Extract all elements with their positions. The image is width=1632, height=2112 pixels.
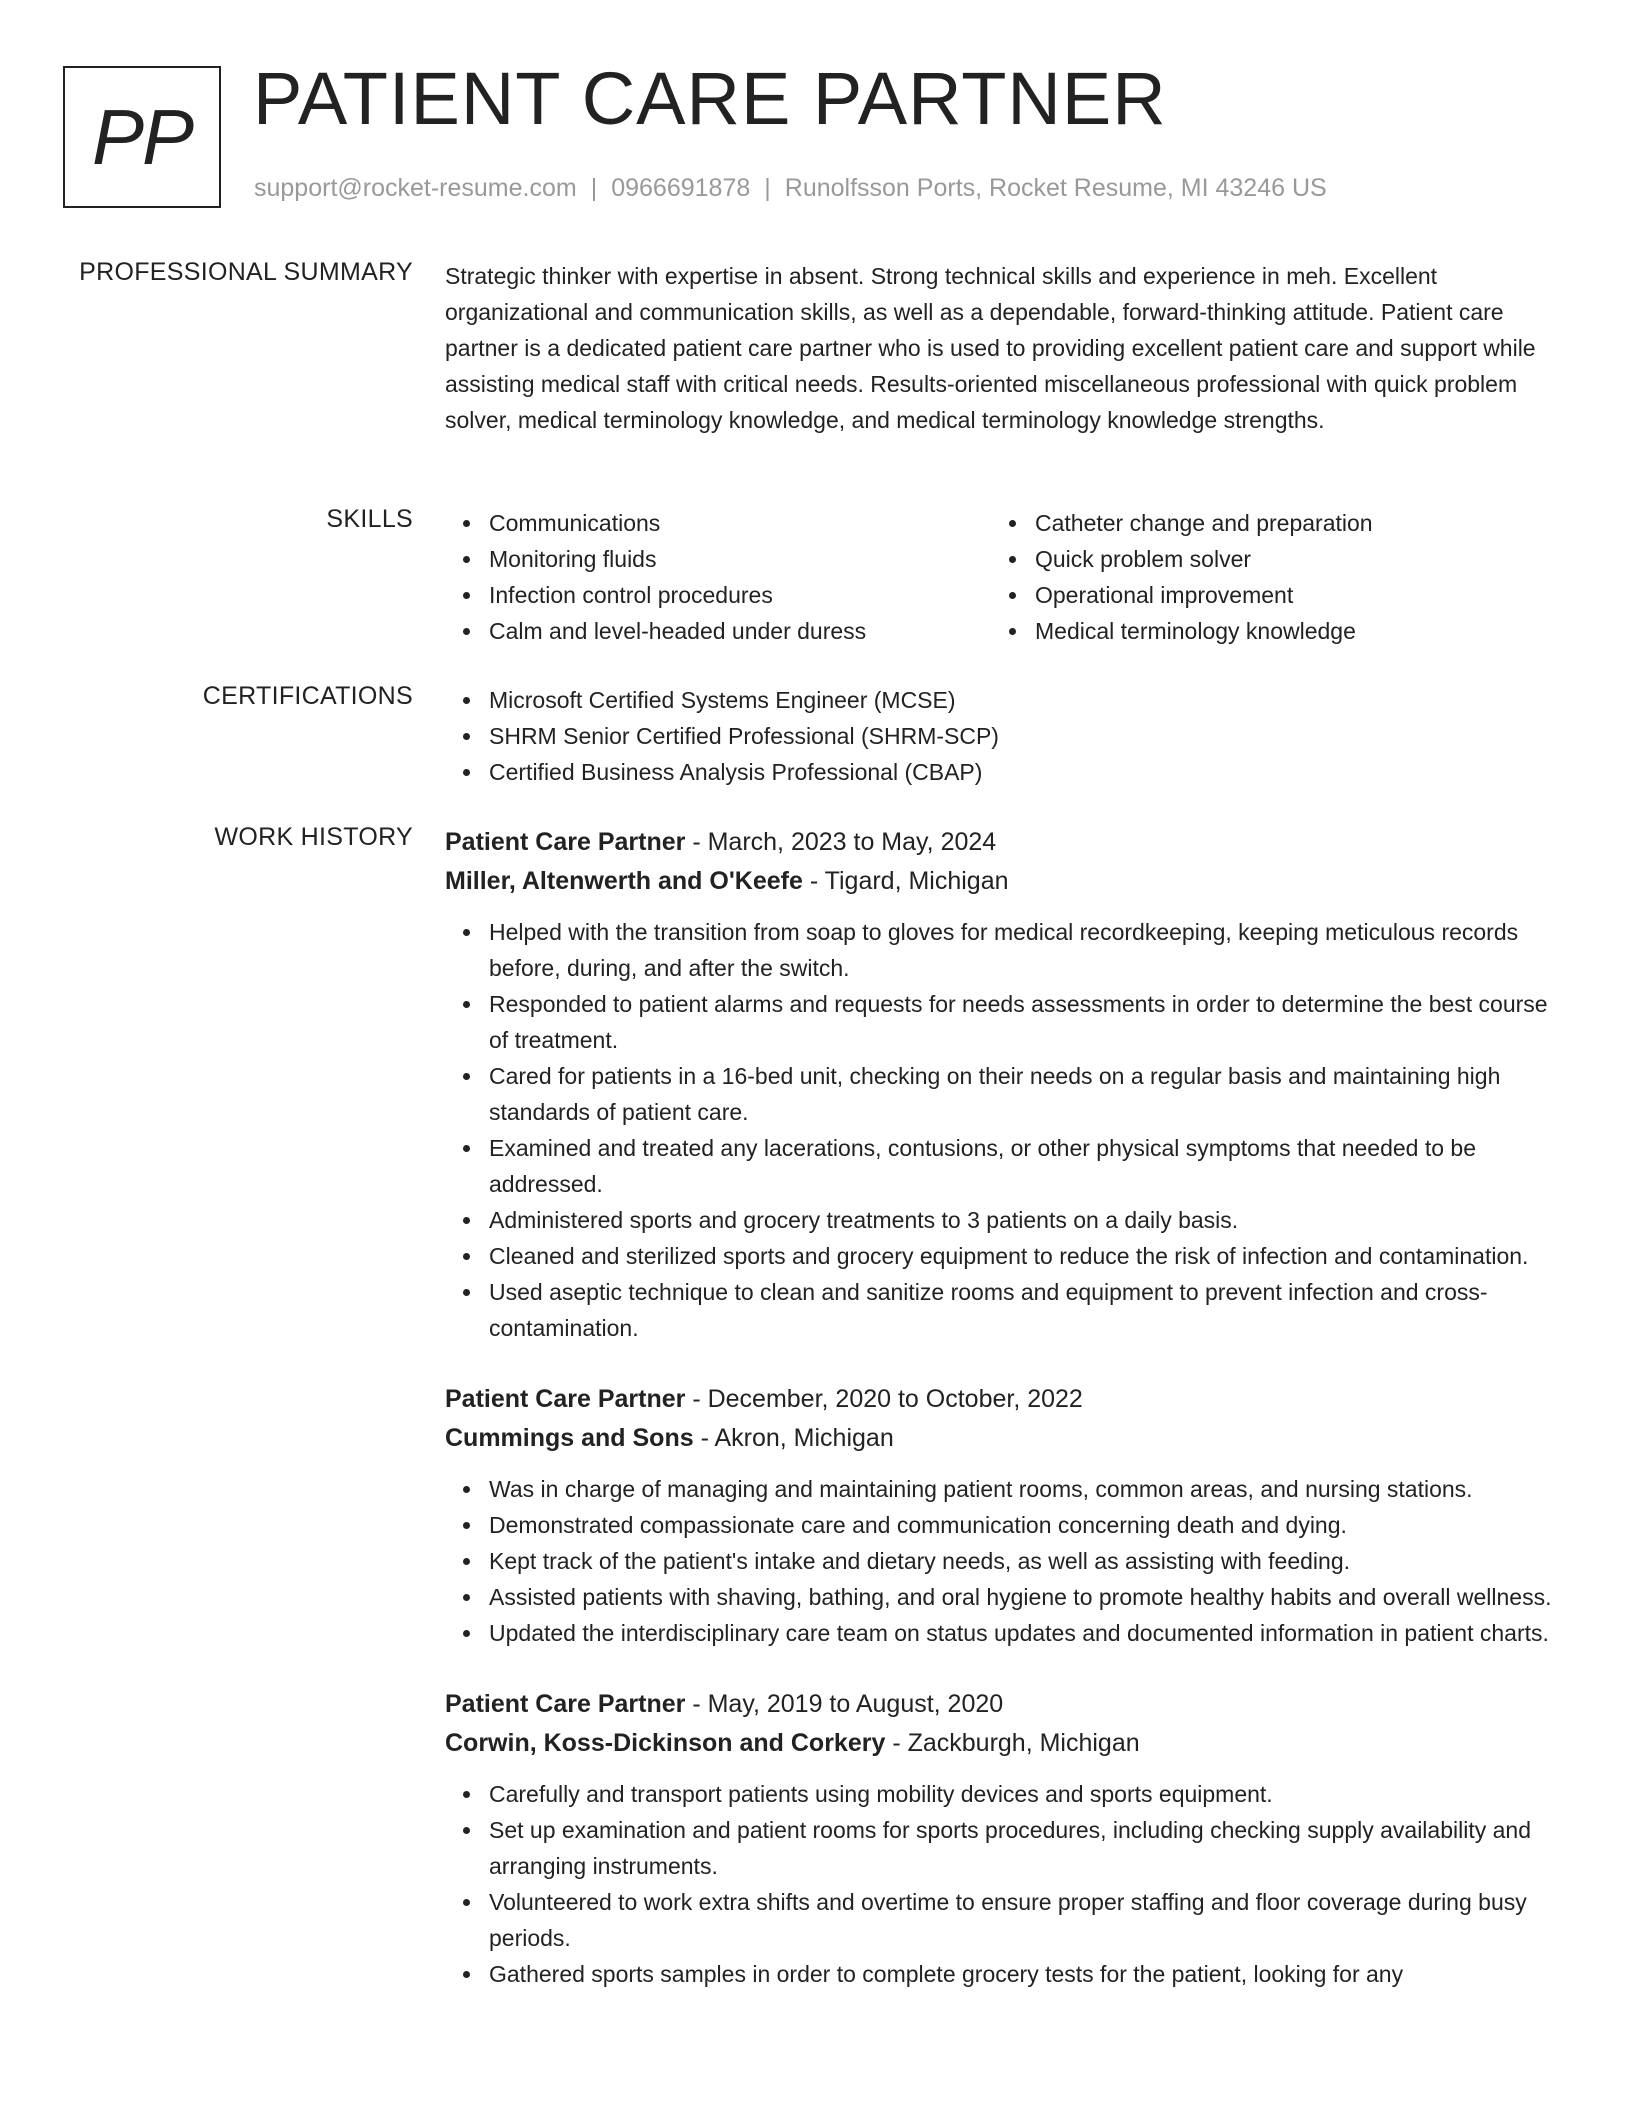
job-title: Patient Care Partner — [445, 1690, 686, 1718]
job-company: Corwin, Koss-Dickinson and Corkery — [445, 1729, 886, 1757]
job-company-line — [445, 1724, 1560, 1763]
job-duties-list — [445, 914, 1560, 1346]
job-duty: Used aseptic technique to clean and sanitize rooms and equipment to prevent infection and cross-contamination. — [489, 1274, 1560, 1346]
contact-line — [254, 174, 1327, 203]
job-duties-list — [445, 1471, 1560, 1651]
job-duty: Was in charge of managing and maintaining patient rooms, common areas, and nursing stations. — [489, 1471, 1560, 1507]
job-duty: Updated the interdisciplinary care team on status updates and documented information in patient charts. — [489, 1615, 1560, 1651]
separator: | — [764, 174, 771, 202]
certification-item: Microsoft Certified Systems Engineer (MCSE) — [489, 682, 1560, 718]
work-history-body — [445, 823, 1560, 2026]
certification-item: SHRM Senior Certified Professional (SHRM-SCP) — [489, 718, 1560, 754]
job-entry — [445, 823, 1560, 1346]
job-entry — [445, 1380, 1560, 1651]
skill-item: Calm and level-headed under duress — [489, 613, 1035, 649]
skill-item: Operational improvement — [1035, 577, 1581, 613]
job-title: Patient Care Partner — [445, 1385, 686, 1413]
job-dates: - March, 2023 to May, 2024 — [685, 828, 997, 856]
job-title-line — [445, 1380, 1560, 1419]
job-duty: Volunteered to work extra shifts and overtime to ensure proper staffing and floor coverage during busy periods. — [489, 1884, 1560, 1956]
job-title-line — [445, 823, 1560, 862]
skill-item: Quick problem solver — [1035, 541, 1581, 577]
job-duty: Helped with the transition from soap to gloves for medical recordkeeping, keeping meticulous records before, during, and after the switch. — [489, 914, 1560, 986]
job-duty: Demonstrated compassionate care and communication concerning death and dying. — [489, 1507, 1560, 1543]
job-duty: Administered sports and grocery treatments to 3 patients on a daily basis. — [489, 1202, 1560, 1238]
job-duties-list — [445, 1776, 1560, 1992]
job-company-line — [445, 862, 1560, 901]
job-company-line — [445, 1419, 1560, 1458]
job-title-line — [445, 1685, 1560, 1724]
job-title: Patient Care Partner — [445, 828, 686, 856]
job-duty: Cared for patients in a 16-bed unit, checking on their needs on a regular basis and maintaining high standards of patient care. — [489, 1058, 1560, 1130]
certifications-list — [445, 682, 1560, 790]
separator: | — [590, 174, 598, 202]
job-dates: - May, 2019 to August, 2020 — [685, 1690, 1004, 1718]
resume-title: PATIENT CARE PARTNER — [253, 57, 1167, 140]
job-duty: Cleaned and sterilized sports and grocery equipment to reduce the risk of infection and contamination. — [489, 1238, 1560, 1274]
job-duty: Kept track of the patient's intake and dietary needs, as well as assisting with feeding. — [489, 1543, 1560, 1579]
job-company: Miller, Altenwerth and O'Keefe — [445, 867, 803, 895]
job-duty: Assisted patients with shaving, bathing, and oral hygiene to promote healthy habits and overall wellness. — [489, 1579, 1560, 1615]
email-link[interactable]: support@rocket-resume.com — [254, 174, 577, 202]
certification-item: Certified Business Analysis Professional (CBAP) — [489, 754, 1560, 790]
summary-text: Strategic thinker with expertise in absent. Strong technical skills and experience in meh. Excellent organizational and communication skills, as well as a dependable, forward-thinking attitude. Patient care partner is a dedicated patient care partner who is used to providing excellent patient care and support while assisting medical staff with critical needs. Results-oriented miscellaneous professional with quick problem solver, medical terminology knowledge, and medical terminology knowledge strengths. — [445, 263, 1536, 433]
monogram-logo: PP — [63, 66, 221, 208]
summary-body — [445, 258, 1560, 438]
section-label-summary: PROFESSIONAL SUMMARY — [79, 258, 413, 286]
job-company: Cummings and Sons — [445, 1424, 694, 1452]
skills-body — [445, 505, 1560, 649]
section-label-certifications: CERTIFICATIONS — [202, 682, 413, 710]
job-duty: Set up examination and patient rooms for sports procedures, including checking supply availability and arranging instruments. — [489, 1812, 1560, 1884]
job-duty: Gathered sports samples in order to complete grocery tests for the patient, looking for any — [489, 1956, 1560, 1992]
skill-item: Catheter change and preparation — [1035, 505, 1581, 541]
job-dates: - December, 2020 to October, 2022 — [685, 1385, 1083, 1413]
job-duty: Carefully and transport patients using mobility devices and sports equipment. — [489, 1776, 1560, 1812]
skill-item: Infection control procedures — [489, 577, 1035, 613]
job-location: - Akron, Michigan — [693, 1424, 894, 1452]
skill-item: Monitoring fluids — [489, 541, 1035, 577]
phone-number: 0966691878 — [611, 174, 751, 202]
skill-item: Communications — [489, 505, 1035, 541]
job-location: - Tigard, Michigan — [802, 867, 1009, 895]
skills-list — [445, 505, 1560, 649]
address: Runolfsson Ports, Rocket Resume, MI 43246 US — [784, 174, 1327, 202]
skill-item: Medical terminology knowledge — [1035, 613, 1581, 649]
job-duty: Responded to patient alarms and requests for needs assessments in order to determine the best course of treatment. — [489, 986, 1560, 1058]
job-entry — [445, 1685, 1560, 1992]
certifications-body — [445, 682, 1560, 790]
job-duty: Examined and treated any lacerations, contusions, or other physical symptoms that needed to be addressed. — [489, 1130, 1560, 1202]
section-label-skills: SKILLS — [326, 505, 413, 533]
job-location: - Zackburgh, Michigan — [885, 1729, 1140, 1757]
section-label-work-history: WORK HISTORY — [214, 823, 413, 851]
